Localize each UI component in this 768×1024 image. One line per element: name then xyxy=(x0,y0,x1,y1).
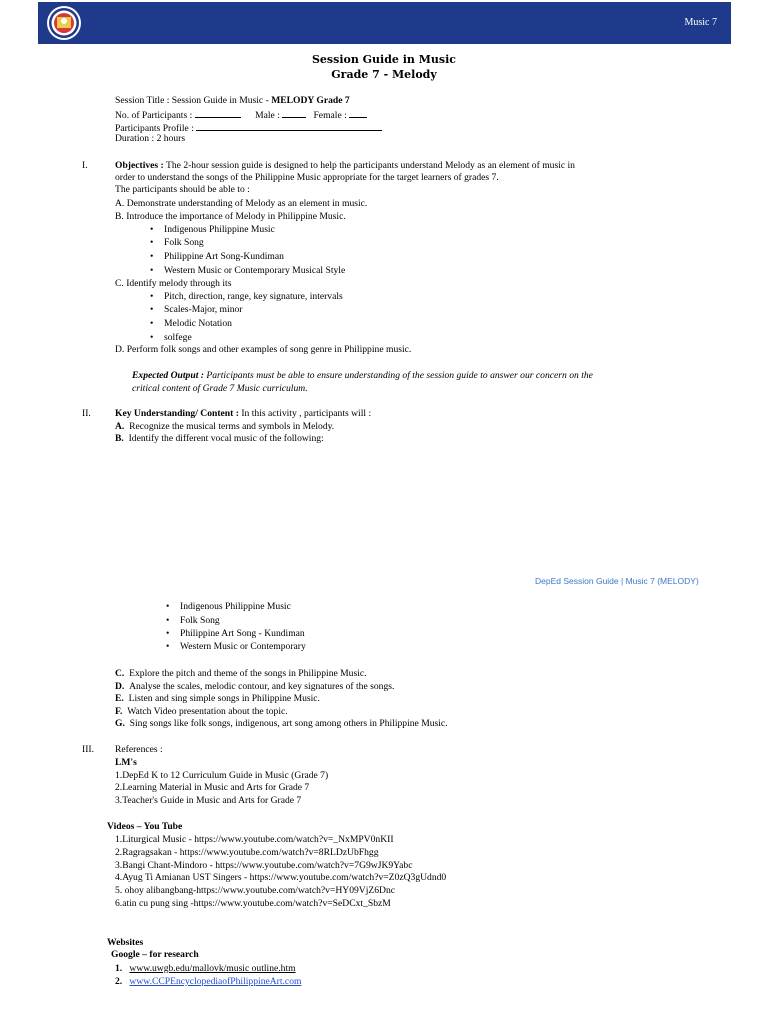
session-title-prefix: Session Title : Session Guide in Music - xyxy=(115,95,272,106)
references-label: References : xyxy=(115,744,163,755)
section-2-number: II. xyxy=(82,408,91,419)
participants-line xyxy=(115,108,367,122)
vocal-music-item: • Folk Song xyxy=(180,615,220,627)
objective-b: B. Introduce the importance of Melody in Philippine Music. xyxy=(115,211,346,222)
profile-label: Participants Profile : xyxy=(115,123,194,134)
video-item: 1.Liturgical Music - https://www.youtube.com/watch?v=_NxMPV0nKII xyxy=(115,834,394,845)
objective-b-item: • Folk Song xyxy=(164,237,204,249)
session-title-line xyxy=(115,95,350,107)
key-understanding-text: In this activity , participants will : xyxy=(241,408,372,419)
objective-c-item: • Melodic Notation xyxy=(164,318,232,330)
section-1-number: I. xyxy=(82,160,88,171)
video-item: 6.atin cu pung sing -https://www.youtube.com/watch?v=SeDCxt_SbzM xyxy=(115,898,391,909)
reference-item: 1.DepEd K to 12 Curriculum Guide in Music (Grade 7) xyxy=(115,770,329,781)
video-item: 3.Bangi Chant-Mindoro - https://www.youtube.com/watch?v=7G9wJK9Yabc xyxy=(115,860,413,871)
document-title: Session Guide in Music xyxy=(311,53,456,66)
duration-line: Duration : 2 hours xyxy=(115,133,186,144)
participants-able: The participants should be able to : xyxy=(115,184,250,195)
video-item: 5. ohoy alibangbang-https://www.youtube.com/watch?v=HY09VjZ6Dnc xyxy=(115,885,396,896)
objectives-line xyxy=(115,160,575,172)
expected-output-line-1 xyxy=(132,370,593,382)
website-item: 2. www.CCPEncyclopediaofPhilippineArt.com xyxy=(115,976,302,987)
participants-blank xyxy=(195,108,241,118)
video-item: 2.Ragragsakan - https://www.youtube.com/watch?v=8RLDzUbFhgg xyxy=(115,847,379,858)
profile-blank xyxy=(196,121,382,131)
key-understanding-label: Key Understanding/ Content : xyxy=(115,408,239,419)
vocal-music-item: • Philippine Art Song - Kundiman xyxy=(180,628,305,640)
page-footer: DepEd Session Guide | Music 7 (MELODY) xyxy=(535,576,699,586)
content-f: F. Watch Video presentation about the topic. xyxy=(115,706,288,717)
reference-item: 3.Teacher's Guide in Music and Arts for Grade 7 xyxy=(115,795,302,806)
expected-output-text-1: Participants must be able to ensure understanding of the session guide to answer our concern on the xyxy=(206,370,593,381)
objectives-text-1: The 2-hour session guide is designed to help the participants understand Melody as an element of music in xyxy=(166,160,575,171)
header-bar xyxy=(38,2,731,44)
key-understanding-line xyxy=(115,408,371,420)
reference-item: 2.Learning Material in Music and Arts for Grade 7 xyxy=(115,782,310,793)
expected-output-label: Expected Output : xyxy=(132,370,204,381)
lms-label: LM's xyxy=(115,757,137,768)
section-3-number: III. xyxy=(82,744,94,755)
male-label: Male : xyxy=(255,110,280,121)
deped-seal-logo xyxy=(46,5,82,41)
objective-c-item: • Pitch, direction, range, key signature, intervals xyxy=(164,291,343,303)
objective-b-item: • Western Music or Contemporary Musical Style xyxy=(164,265,345,277)
objectives-text-2: order to understand the songs of the Philippine Music appropriate for the target learners of grades 7. xyxy=(115,172,499,183)
session-title-bold: MELODY Grade 7 xyxy=(271,95,350,106)
website-item: 1. www.uwgb.edu/mallovk/music outline.htm xyxy=(115,963,296,974)
websites-label: Websites xyxy=(107,937,144,948)
objective-a: A. Demonstrate understanding of Melody as an element in music. xyxy=(115,198,368,209)
male-blank xyxy=(282,108,306,118)
content-c: C. Explore the pitch and theme of the songs in Philippine Music. xyxy=(115,668,367,679)
header-title: Music 7 xyxy=(684,17,717,28)
content-e: E. Listen and sing simple songs in Philippine Music. xyxy=(115,693,320,704)
objective-c-item: • Scales-Major, minor xyxy=(164,304,242,316)
objective-c: C. Identify melody through its xyxy=(115,278,232,289)
vocal-music-item: • Indigenous Philippine Music xyxy=(180,601,291,613)
objective-b-item: • Indigenous Philippine Music xyxy=(164,224,275,236)
female-label: Female : xyxy=(313,110,347,121)
website-link[interactable]: www.uwgb.edu/mallovk/music outline.htm xyxy=(129,963,296,974)
content-a: A. Recognize the musical terms and symbols in Melody. xyxy=(115,421,335,432)
website-link[interactable]: www.CCPEncyclopediaofPhilippineArt.com xyxy=(129,976,302,987)
objective-d: D. Perform folk songs and other examples of song genre in Philippine music. xyxy=(115,344,412,355)
participants-label: No. of Participants : xyxy=(115,110,193,121)
vocal-music-item: • Western Music or Contemporary xyxy=(180,641,306,653)
content-d: D. Analyse the scales, melodic contour, and key signatures of the songs. xyxy=(115,681,395,692)
video-item: 4.Ayug Ti Amianan UST Singers - https://www.youtube.com/watch?v=Z0zQ3gUdnd0 xyxy=(115,872,447,883)
videos-label: Videos – You Tube xyxy=(107,821,183,832)
objectives-label: Objectives : xyxy=(115,160,164,171)
document-subtitle: Grade 7 - Melody xyxy=(331,68,437,81)
content-b: B. Identify the different vocal music of the following: xyxy=(115,433,324,444)
female-blank xyxy=(349,108,367,118)
objective-b-item: • Philippine Art Song-Kundiman xyxy=(164,251,284,263)
google-label: Google – for research xyxy=(111,949,199,960)
expected-output-text-2: critical content of Grade 7 Music curriculum. xyxy=(132,383,308,394)
content-g: G. Sing songs like folk songs, indigenous, art song among others in Philippine Music. xyxy=(115,718,448,729)
objective-c-item: • solfege xyxy=(164,332,192,344)
